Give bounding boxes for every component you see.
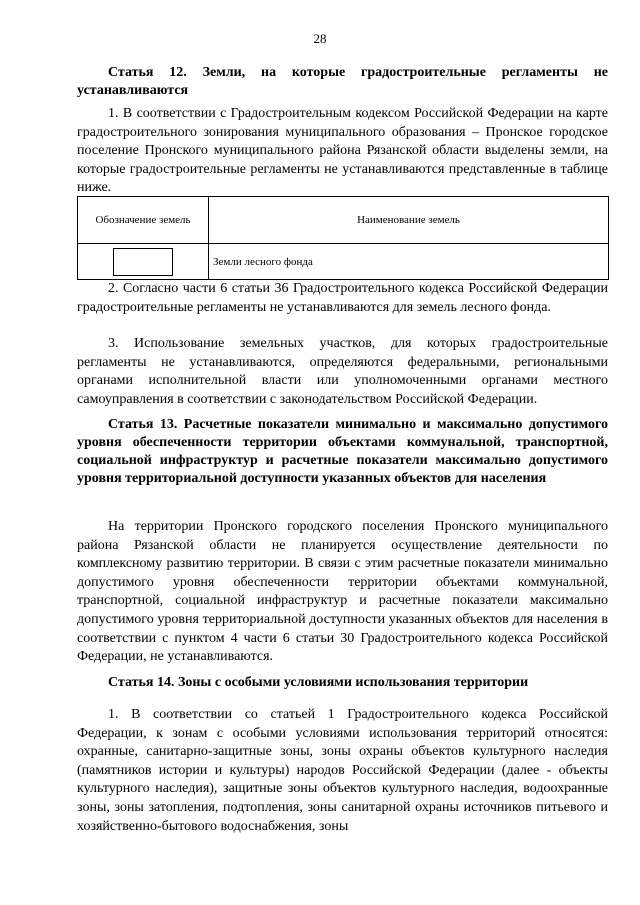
article-14-paragraph-1: 1. В соответствии со статьей 1 Градостроительного кодекса Российской Федерации, к зонам с особыми условиями использования территорий относятся: охранные, санитарно-защитные зоны, зоны охраны объектов культурного наследия (памятников истории и культуры) народов Российской Федерации (далее - объекты культурного наследия), защитные зоны объектов культурного наследия, водоохранные зоны, зоны затопления, подтопления, зоны санитарной охраны источников питьевого и хозяйственно-бытового водоснабжения, зоны (77, 707, 608, 834)
lands-table (77, 196, 609, 280)
article-13-heading: Статья 13. Расчетные показатели минимально и максимально допустимого уровня обеспеченности территории объектами коммунальной, транспортной, социальной инфраструктур и расчетные показатели максимально допустимого уровня территориальной доступности указанных объектов для населения (77, 417, 608, 486)
table-header-row (78, 197, 609, 244)
legend-cell (78, 244, 209, 280)
page-number: 28 (313, 31, 327, 46)
column-header-name: Наименование земель (209, 197, 609, 244)
land-name-cell: Земли лесного фонда (209, 244, 609, 280)
article-12-paragraph-1: 1. В соответствии с Градостроительным кодексом Российской Федерации на карте градостроительного зонирования муниципального образования – Пронское городское поселение Пронского муниципального района Рязанской области выделены земли, на которые градостроительные регламенты не устанавливаются представленные в таблице ниже. (77, 106, 608, 196)
article-12-paragraph-3: 3. Использование земельных участков, для которых градостроительные регламенты не устанавливаются, определяются федеральными, региональными органами исполнительной власти или уполномоченными органами местного самоуправления в соответствии с законодательством Российской Федерации. (77, 336, 608, 407)
forest-fund-legend-symbol (113, 248, 173, 276)
article-12-paragraph-2: 2. Согласно части 6 статьи 36 Градостроительного кодекса Российской Федерации градостроительные регламенты не устанавливаются для земель лесного фонда. (77, 281, 608, 315)
column-header-designation: Обозначение земель (78, 197, 209, 244)
table-row (78, 244, 609, 280)
article-14-heading: Статья 14. Зоны с особыми условиями использования территории (108, 675, 529, 690)
article-12-heading: Статья 12. Земли, на которые градостроительные регламенты не устанавливаются (77, 65, 608, 98)
article-13-paragraph-1: На территории Пронского городского поселения Пронского муниципального района Рязанской области не планируется осуществление деятельности по комплексному развитию территории. В связи с этим расчетные показатели минимально допустимого уровня обеспеченности территории объектами коммунальной, транспортной, социальной инфраструктур и расчетные показатели максимально допустимого уровня территориальной доступности указанных объектов для населения в соответствии с пунктом 4 части 6 статьи 30 Градостроительного кодекса Российской Федерации, не устанавливаются. (77, 519, 608, 665)
